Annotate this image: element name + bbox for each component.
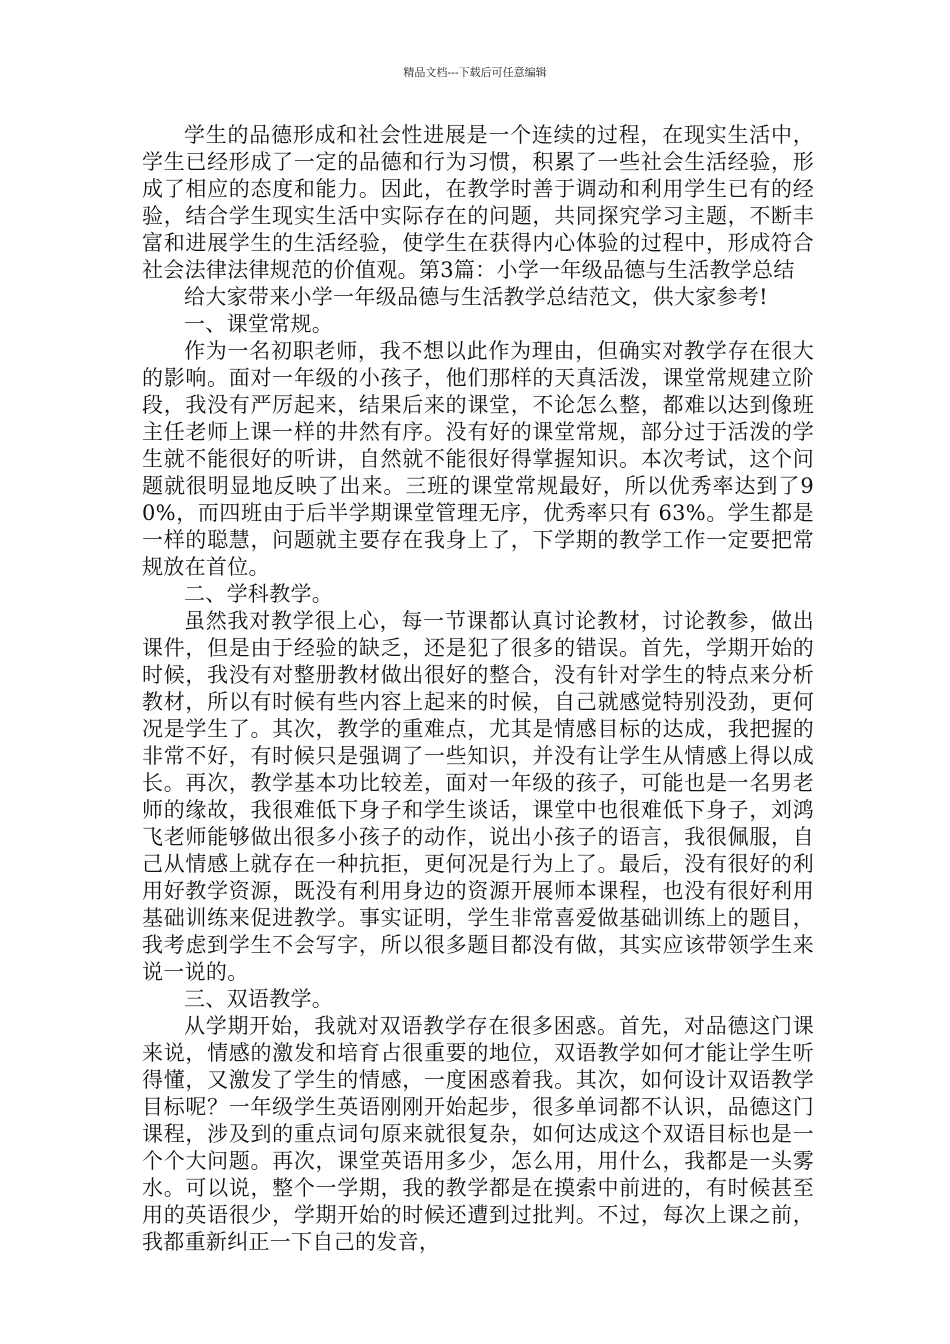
page-header: 精品文档---下载后可任意编辑: [403, 66, 547, 79]
paragraph: 虽然我对教学很上心，每一节课都认真讨论教材，讨论教参，做出课件，但是由于经验的缺乏，还是犯了很多的错误。首先，学期开始的时候，我没有对整册教材做出很好的整合，没有针对学生的特点来分析教材，所以有时候有些内容上起来的时候，自己就感觉特别没劲，更何况是学生了。其次，教学的重难点，尤其是情感目标的达成，我把握的非常不好，有时候只是强调了一些知识，并没有让学生从情感上得以成长。再次，教学基本功比较差，面对一年级的孩子，可能也是一名男老师的缘故，我很难低下身子和学生谈话，课堂中也很难低下身子，刘鸿飞老师能够做出很多小孩子的动作，说出小孩子的语言，我很佩服，自己从情感上就存在一种抗拒，更何况是行为上了。最后，没有很好的利用好教学资源，既没有利用身边的资源开展师本课程，也没有很好利用基础训练来促进教学。事实证明，学生非常喜爱做基础训练上的题目，我考虑到学生不会写字，所以很多题目都没有做，其实应该带领学生来说一说的。: [142, 609, 814, 984]
section-heading: 三、双语教学。: [184, 987, 334, 1011]
paragraph: 作为一名初职老师，我不想以此作为理由，但确实对教学存在很大的影响。面对一年级的小孩子，他们那样的天真活泼，课堂常规建立阶段，我没有严厉起来，结果后来的课堂，不论怎么整，都难以达到像班主任老师上课一样的井然有序。没有好的课堂常规，部分过于活泼的学生就不能很好的听讲，自然就不能很好得掌握知识。本次考试，这个问题就很明显地反映了出来。三班的课堂常规最好，所以优秀率达到了90%，而四班由于后半学期课堂管理无序，优秀率只有 63%。学生都是一样的聪慧，问题就主要存在我身上了，下学期的教学工作一定要把常规放在首位。: [142, 339, 814, 579]
paragraph: 学生的品德形成和社会性进展是一个连续的过程，在现实生活中，学生已经形成了一定的品德和行为习惯，积累了一些社会生活经验，形成了相应的态度和能力。因此，在教学时善于调动和利用学生已有的经验，结合学生现实生活中实际存在的问题，共同探究学习主题，不断丰富和进展学生的生活经验，使学生在获得内心体验的过程中，形成符合社会法律法律规范的价值观。第3篇：小学一年级品德与生活教学总结: [142, 123, 814, 282]
section-heading: 二、学科教学。: [184, 582, 334, 606]
paragraph: 从学期开始，我就对双语教学存在很多困惑。首先，对品德这门课来说，情感的激发和培育占很重要的地位，双语教学如何才能让学生听得懂，又激发了学生的情感，一度困惑着我。其次，如何设计双语教学目标呢？一年级学生英语刚刚开始起步，很多单词都不认识，品德这门课程，涉及到的重点词句原来就很复杂，如何达成这个双语目标也是一个个大问题。再次，课堂英语用多少，怎么用，用什么，我都是一头雾水。可以说，整个一学期，我的教学都是在摸索中前进的，有时候甚至用的英语很少，学期开始的时候还遭到过批判。不过，每次上课之前，我都重新纠正一下自己的发音，: [142, 1014, 814, 1254]
section-heading: 一、课堂常规。: [184, 312, 334, 336]
paragraph: 给大家带来小学一年级品德与生活教学总结范文，供大家参考!: [184, 285, 768, 309]
document-body: [142, 122, 814, 1256]
